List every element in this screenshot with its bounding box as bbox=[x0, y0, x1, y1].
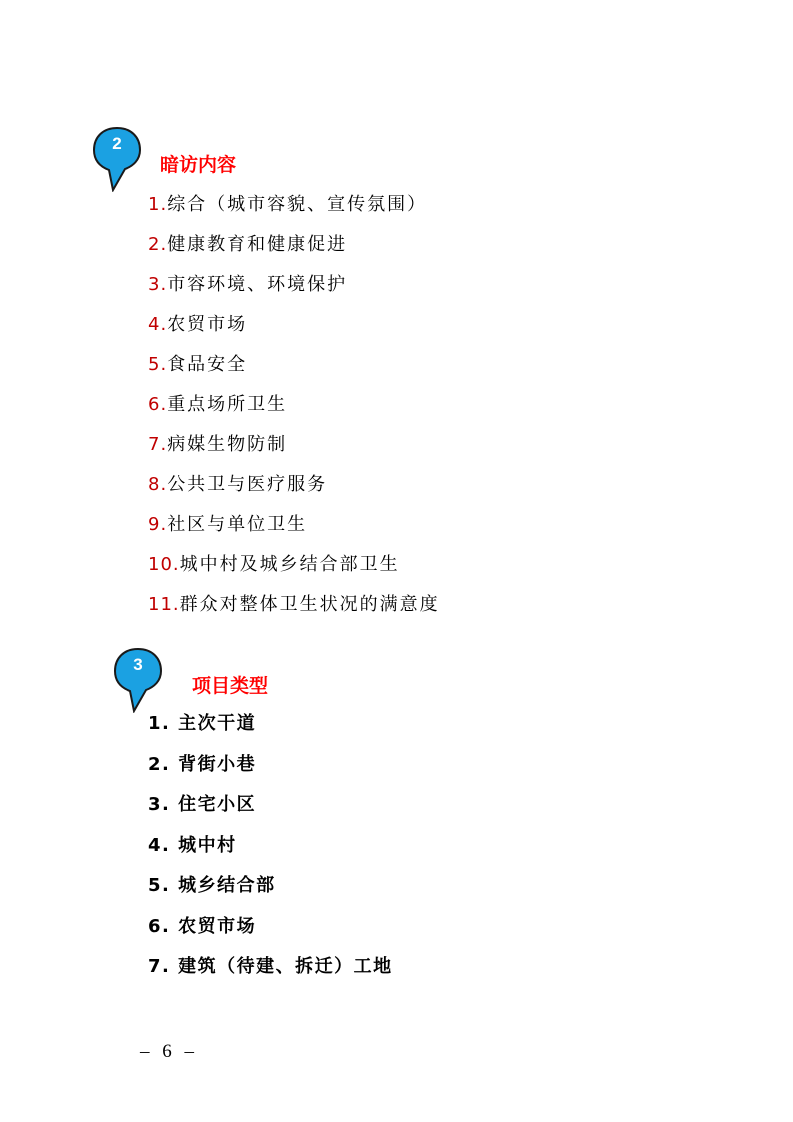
content-item bbox=[148, 473, 327, 497]
content-item bbox=[148, 273, 347, 297]
content-item bbox=[148, 433, 287, 457]
project-type-item: 1. 主次干道 bbox=[148, 713, 257, 734]
content-item-text: 食品安全 bbox=[167, 354, 248, 375]
content-item-number: 4. bbox=[148, 314, 168, 335]
project-type-item: 5. 城乡结合部 bbox=[148, 875, 276, 896]
content-item-number: 3. bbox=[148, 274, 168, 295]
content-item bbox=[148, 513, 307, 537]
content-item-text: 重点场所卫生 bbox=[167, 394, 288, 415]
content-item-number: 6. bbox=[148, 394, 168, 415]
content-item-number: 5. bbox=[148, 354, 168, 375]
section-3-badge bbox=[113, 647, 163, 713]
section-3-number: 3 bbox=[133, 655, 143, 674]
section-2-number: 2 bbox=[112, 134, 122, 153]
content-item-text: 群众对整体卫生状况的满意度 bbox=[179, 594, 440, 615]
content-item-text: 农贸市场 bbox=[167, 314, 248, 335]
content-item-number: 7. bbox=[148, 434, 168, 455]
content-item-text: 病媒生物防制 bbox=[167, 434, 288, 455]
project-type-item: 2. 背街小巷 bbox=[148, 754, 257, 775]
project-type-item: 4. 城中村 bbox=[148, 835, 237, 856]
content-item bbox=[148, 193, 427, 217]
content-item bbox=[148, 233, 347, 257]
page-number: – 6 – bbox=[140, 1041, 198, 1062]
content-item-text: 城中村及城乡结合部卫生 bbox=[179, 554, 400, 575]
content-item-text: 社区与单位卫生 bbox=[167, 514, 308, 535]
content-item-number: 8. bbox=[148, 474, 168, 495]
content-item-text: 市容环境、环境保护 bbox=[167, 274, 348, 295]
project-type-item: 7. 建筑（待建、拆迁）工地 bbox=[148, 956, 393, 977]
content-item-number: 9. bbox=[148, 514, 168, 535]
section-3-title: 项目类型 bbox=[192, 675, 269, 697]
content-item bbox=[148, 353, 247, 377]
content-item bbox=[148, 593, 440, 617]
content-item bbox=[148, 393, 287, 417]
content-item-number: 2. bbox=[148, 234, 168, 255]
project-type-item: 3. 住宅小区 bbox=[148, 794, 257, 815]
content-item-text: 公共卫与医疗服务 bbox=[167, 474, 328, 495]
content-item-text: 综合（城市容貌、宣传氛围） bbox=[167, 194, 428, 215]
content-item bbox=[148, 553, 400, 577]
content-item-text: 健康教育和健康促进 bbox=[167, 234, 348, 255]
project-type-item: 6. 农贸市场 bbox=[148, 916, 257, 937]
content-item-number: 11. bbox=[148, 594, 180, 615]
section-2-title: 暗访内容 bbox=[160, 154, 237, 176]
content-item bbox=[148, 313, 247, 337]
section-2-badge bbox=[92, 126, 142, 192]
content-item-number: 10. bbox=[148, 554, 180, 575]
content-item-number: 1. bbox=[148, 194, 168, 215]
